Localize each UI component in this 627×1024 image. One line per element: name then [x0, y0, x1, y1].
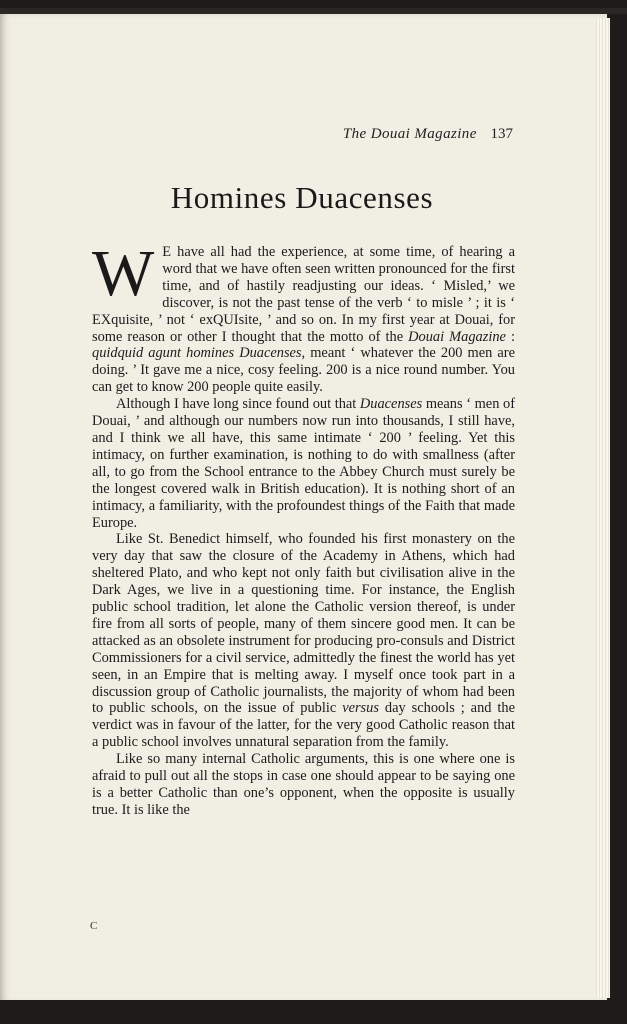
paragraph-1-text-c: meant ‘ whatever the 200 men are doing. ’ It gave me a nice, cosy feeling. 200 is a nice round number. You can get to know 200 people quite easily.	[92, 345, 515, 396]
paragraph-3-italic: versus	[342, 700, 379, 717]
paragraph-4-text-a: Like so many internal Catholic arguments, this is one where one is afraid to pull out all the stops in case one should appear to be saying one is a better Catholic than one’s opponent, when the opposite is usually true. It is like the	[92, 751, 515, 818]
running-head	[0, 126, 513, 143]
paragraph-2-text-a: Although I have long since found out that	[116, 396, 360, 413]
page-number: 137	[490, 126, 513, 142]
paragraph-2	[92, 396, 515, 531]
article-title: Homines Duacenses	[170, 180, 434, 215]
paragraph-3-text-a: Like St. Benedict himself, who founded his first monastery on the very day that saw the closure of the Academy in Athens, which had sheltered Plato, and who kept not only faith but civilisation alive in the Dark Ages, we live in a questioning time. For instance, the English public school tradition, let alone the Catholic version thereof, is under fire from all sorts of people, many of them sincere good men. It can be attacked as an obsolete instrument for producing pro-consuls and District Commissioners for a civil service, admittedly the finest the world has yet seen, in an Empire that is melting away. I myself once took part in a discussion group of Catholic journalists, the majority of whom had been to public schools, on the issue of public	[92, 531, 515, 717]
page-edge-stack	[596, 18, 610, 998]
paragraph-3-text-b: day schools ; and the verdict was in favour of the latter, for the very good Catholic reason that a public school involves unnatural separation from the family.	[92, 700, 515, 751]
paragraph-2-text-b: means ‘ men of Douai, ’ and although our numbers now run into thousands, I still have, and I think we all have, this same intimate ‘ 200 ’ feeling. Yet this intimacy, on further examination, is nothing to do with smallness (after all, to go from the School entrance to the Abbey Church must surely be the longest covered walk in British education). It is nothing short of an intimacy, a familiarity, with the profoundest things of the Faith that made Europe.	[92, 396, 515, 531]
paragraph-1-text-a: E have all had the experience, at some time, of hearing a word that we have often seen written pronounced for the first time, and of hastily readjusting our ideas. ‘ Misled,’ we discover, is not the past tense of the verb ‘ to misle ’ ; it is ‘ EXquisite, ’ not ‘ exQUIsite, ’ and so on. In my first year at Douai, for some reason or other I thought that the motto of the	[92, 244, 515, 345]
scan-bottom-border	[0, 1000, 627, 1024]
paragraph-1-italic-magazine: Douai Magazine	[408, 328, 506, 345]
journal-title: The Douai Magazine	[342, 126, 477, 142]
paragraph-1-italic-motto: quidquid agunt homines Duacenses,	[92, 345, 306, 362]
paragraph-2-italic: Duacenses	[359, 396, 423, 413]
article-body	[92, 237, 515, 819]
drop-cap: W	[92, 237, 155, 310]
printer-signature-mark: C	[90, 920, 98, 932]
paragraph-1-text-b: :	[505, 328, 515, 345]
paragraph-3	[92, 531, 515, 751]
paragraph-4	[92, 751, 515, 819]
paragraph-1	[92, 237, 515, 396]
